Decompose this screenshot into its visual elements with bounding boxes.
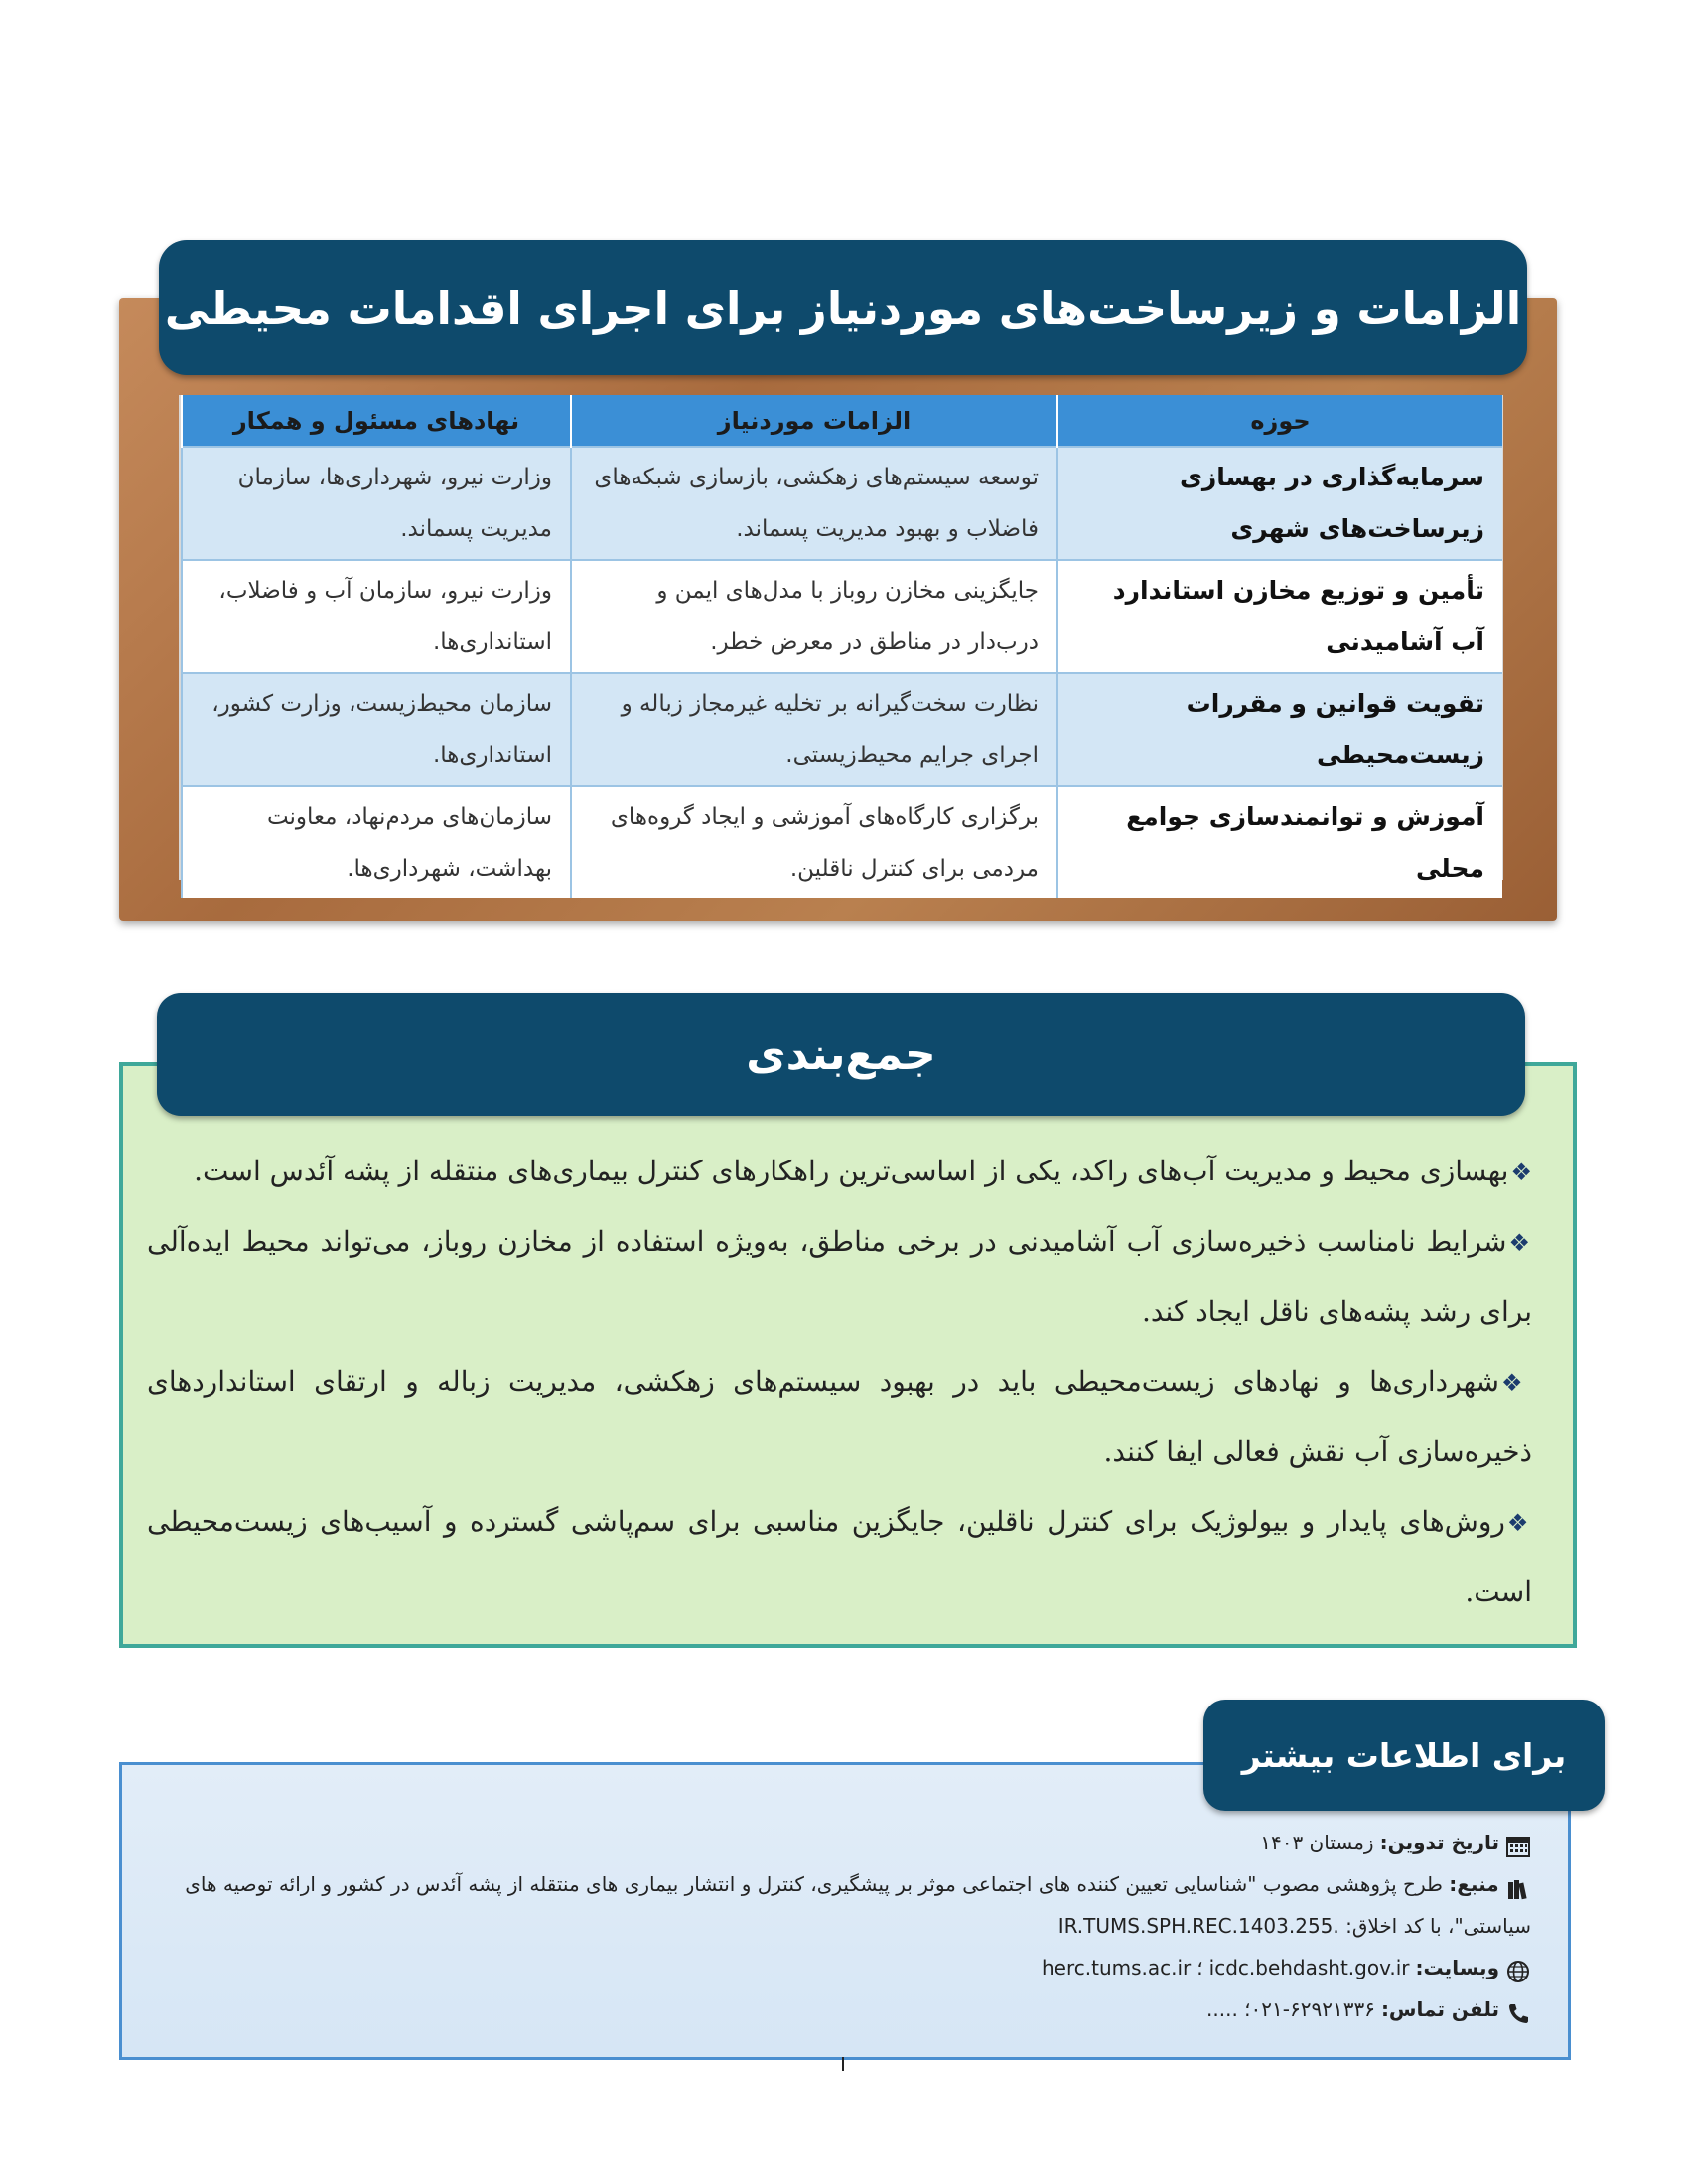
diamond-bullet-icon: ❖ [1510, 1159, 1532, 1186]
table-row [182, 560, 1502, 673]
diamond-bullet-icon: ❖ [1508, 1229, 1532, 1257]
header-organizations: نهادهای مسئول و همکار [182, 395, 571, 447]
row-organizations: سازمان محیط‌زیست، وزارت کشور، استانداری‌ها. [182, 673, 571, 786]
phone-icon [1505, 1997, 1531, 2021]
summary-title [157, 993, 1525, 1116]
requirements-title [159, 240, 1527, 375]
summary-title-text: جمع‌بندی [746, 1028, 936, 1080]
page-number-mark [842, 2057, 844, 2071]
table-row [182, 673, 1502, 786]
summary-item-text: شرایط نامناسب ذخیره‌سازی آب آشامیدنی در برخی مناطق، به‌ویژه استفاده از مخازن روباز، می‌تواند محیط ایده‌آلی برای رشد پشه‌های ناقل ایجاد کند. [147, 1225, 1532, 1328]
summary-item-text: شهرداری‌ها و نهادهای زیست‌محیطی باید در بهبود سیستم‌های زهکشی، مدیریت زباله و ارتقای استانداردهای ذخیره‌سازی آب نقش فعالی ایفا کنند. [147, 1365, 1532, 1468]
source-text: طرح پژوهشی مصوب "شناسایی تعیین کننده های اجتماعی موثر بر پیشگیری، کنترل و انتشار بیماری های منتقله از پشه آئدس در کشور و ارائه توصیه های سیاستی"، با کد اخلاق: [185, 1872, 1531, 1938]
row-organizations: وزارت نیرو، شهرداری‌ها، سازمان مدیریت پسماند. [182, 447, 571, 560]
row-area: سرمایه‌گذاری در بهسازی زیرساخت‌های شهری [1057, 447, 1502, 560]
summary-item [147, 1347, 1532, 1487]
date-value: زمستان ۱۴۰۳ [1260, 1831, 1374, 1854]
summary-item-text: بهسازی محیط و مدیریت آب‌های راکد، یکی از اساسی‌ترین راهکارهای کنترل بیماری‌های منتقله از پشه آئدس است. [194, 1155, 1509, 1187]
website-link-icdc[interactable]: icdc.behdasht.gov.ir [1208, 1956, 1410, 1979]
website-link-herc[interactable]: herc.tums.ac.ir [1041, 1956, 1192, 1979]
source-label: منبع: [1449, 1872, 1499, 1896]
requirements-table [181, 395, 1502, 898]
summary-item [147, 1207, 1532, 1347]
summary-item-text: روش‌های پایدار و بیولوژیک برای کنترل ناقلین، جایگزین مناسبی برای سم‌پاشی گسترده و آسیب‌های زیست‌محیطی است. [147, 1505, 1532, 1608]
diamond-bullet-icon: ❖ [1500, 1369, 1532, 1397]
website-separator: ؛ [1196, 1956, 1203, 1979]
more-info-title-text: برای اطلاعات بیشتر [1241, 1735, 1567, 1775]
row-requirements: برگزاری کارگاه‌های آموزشی و ایجاد گروه‌های مردمی برای کنترل ناقلین. [571, 786, 1057, 898]
table-row [182, 786, 1502, 898]
diamond-bullet-icon: ❖ [1506, 1509, 1532, 1537]
phone-line [139, 1988, 1531, 2030]
phone-label: تلفن تماس: [1380, 1997, 1499, 2021]
website-line [139, 1947, 1531, 1988]
row-organizations: وزارت نیرو، سازمان آب و فاضلاب، استانداری‌ها. [182, 560, 571, 673]
header-requirements: الزامات موردنیاز [571, 395, 1057, 447]
row-requirements: توسعه سیستم‌های زهکشی، بازسازی شبکه‌های فاضلاب و بهبود مدیریت پسماند. [571, 447, 1057, 560]
books-icon [1505, 1874, 1531, 1898]
row-area: آموزش و توانمندسازی جوامع محلی [1057, 786, 1502, 898]
row-area: تأمین و توزیع مخازن استاندارد آب آشامیدنی [1057, 560, 1502, 673]
calendar-icon [1505, 1831, 1531, 1854]
summary-item [147, 1487, 1532, 1627]
summary-list [147, 1137, 1532, 1627]
summary-item [147, 1137, 1532, 1207]
website-label: وبسایت: [1415, 1956, 1499, 1979]
phone-value: ۰۲۱-۶۲۹۲۱۳۳۶؛ ..... [1206, 1997, 1375, 2021]
row-requirements: جایگزینی مخازن روباز با مدل‌های ایمن و درب‌دار در مناطق در معرض خطر. [571, 560, 1057, 673]
requirements-title-text: الزامات و زیرساخت‌های موردنیاز برای اجرای اقدامات محیطی [164, 281, 1522, 335]
table-header-row [182, 395, 1502, 447]
date-label: تاریخ تدوین: [1379, 1831, 1499, 1854]
more-info-lines [139, 1822, 1531, 2030]
ethics-code: IR.TUMS.SPH.REC.1403.255. [1057, 1914, 1339, 1938]
row-area: تقویت قوانین و مقررات زیست‌محیطی [1057, 673, 1502, 786]
table-row [182, 447, 1502, 560]
more-info-title [1203, 1700, 1605, 1811]
date-line [139, 1822, 1531, 1863]
row-requirements: نظارت سخت‌گیرانه بر تخلیه غیرمجاز زباله و اجرای جرایم محیط‌زیستی. [571, 673, 1057, 786]
source-line [139, 1863, 1531, 1947]
row-organizations: سازمان‌های مردم‌نهاد، معاونت بهداشت، شهرداری‌ها. [182, 786, 571, 898]
globe-icon [1505, 1956, 1531, 1979]
header-area: حوزه [1057, 395, 1502, 447]
